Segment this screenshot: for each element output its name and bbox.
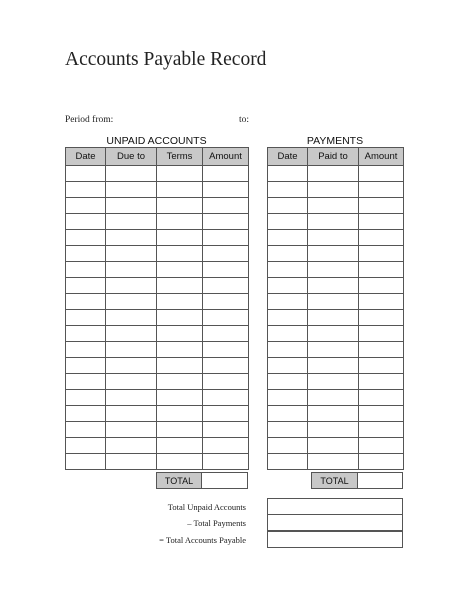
document-title: Accounts Payable Record [65,49,267,70]
payments-title: PAYMENTS [306,135,364,147]
unpaid-col-date: Date [66,148,106,166]
total-payments-field[interactable] [267,514,403,531]
unpaid-accounts-row [66,198,249,214]
unpaid-accounts-cell[interactable] [157,246,203,262]
payments-cell[interactable] [359,310,404,326]
unpaid-accounts-cell[interactable] [157,166,203,182]
payments-cell[interactable] [268,342,308,358]
unpaid-accounts-cell[interactable] [203,246,249,262]
payments-cell[interactable] [268,230,308,246]
unpaid-accounts-row [66,166,249,182]
unpaid-accounts-row [66,358,249,374]
payments-cell[interactable] [268,182,308,198]
unpaid-accounts-cell[interactable] [106,374,157,390]
unpaid-accounts-cell[interactable] [157,262,203,278]
payments-cell[interactable] [359,262,404,278]
unpaid-accounts-cell[interactable] [106,390,157,406]
unpaid-accounts-cell[interactable] [157,422,203,438]
payments-col-amount: Amount [359,148,404,166]
unpaid-accounts-row [66,438,249,454]
payments-cell[interactable] [359,230,404,246]
unpaid-accounts-cell[interactable] [106,294,157,310]
payments-cell[interactable] [359,358,404,374]
unpaid-col-amount: Amount [203,148,249,166]
payments-row [268,358,404,374]
unpaid-accounts-row [66,390,249,406]
unpaid-accounts-cell[interactable] [66,214,106,230]
unpaid-accounts-row [66,262,249,278]
payments-cell[interactable] [268,198,308,214]
unpaid-accounts-cell[interactable] [66,198,106,214]
unpaid-accounts-row [66,342,249,358]
unpaid-accounts-cell[interactable] [66,262,106,278]
payments-cell[interactable] [268,326,308,342]
unpaid-accounts-row [66,422,249,438]
payments-cell[interactable] [359,294,404,310]
period-to-label: to: [239,115,250,125]
unpaid-accounts-row [66,230,249,246]
unpaid-accounts-cell[interactable] [203,326,249,342]
payments-cell[interactable] [359,422,404,438]
unpaid-accounts-cell[interactable] [203,422,249,438]
payments-row [268,422,404,438]
unpaid-accounts-cell[interactable] [106,326,157,342]
unpaid-accounts-cell[interactable] [203,214,249,230]
unpaid-accounts-row [66,374,249,390]
payments-cell[interactable] [268,294,308,310]
total-payable-label: = Total Accounts Payable [159,535,246,545]
unpaid-accounts-cell[interactable] [66,294,106,310]
unpaid-accounts-row [66,246,249,262]
unpaid-accounts-table [65,147,249,470]
payments-cell[interactable] [268,278,308,294]
total-unpaid-label: Total Unpaid Accounts [167,502,246,512]
payments-table [267,147,404,470]
unpaid-accounts-cell[interactable] [203,310,249,326]
payments-row [268,246,404,262]
unpaid-accounts-cell[interactable] [106,438,157,454]
unpaid-accounts-row [66,278,249,294]
payments-cell[interactable] [268,390,308,406]
unpaid-accounts-cell[interactable] [157,294,203,310]
payments-cell[interactable] [359,278,404,294]
unpaid-accounts-cell[interactable] [157,374,203,390]
unpaid-accounts-cell[interactable] [106,422,157,438]
payments-row [268,230,404,246]
payments-cell[interactable] [359,326,404,342]
payments-cell[interactable] [268,310,308,326]
unpaid-accounts-cell[interactable] [203,182,249,198]
unpaid-accounts-cell[interactable] [66,246,106,262]
unpaid-accounts-cell[interactable] [203,390,249,406]
unpaid-header-row [66,148,249,166]
unpaid-accounts-cell[interactable] [203,230,249,246]
payments-row [268,438,404,454]
unpaid-accounts-cell[interactable] [66,310,106,326]
period-from-label: Period from: [65,115,114,125]
payments-row [268,198,404,214]
unpaid-accounts-cell[interactable] [106,406,157,422]
payments-cell[interactable] [308,438,359,454]
payments-cell[interactable] [359,374,404,390]
unpaid-accounts-cell[interactable] [66,422,106,438]
unpaid-accounts-cell[interactable] [203,454,249,470]
payments-row [268,390,404,406]
unpaid-accounts-cell[interactable] [66,406,106,422]
payments-header-row [268,148,404,166]
payments-cell[interactable] [268,406,308,422]
unpaid-accounts-cell[interactable] [66,454,106,470]
payments-row [268,310,404,326]
payments-cell[interactable] [359,406,404,422]
unpaid-accounts-cell[interactable] [106,310,157,326]
payments-cell[interactable] [359,182,404,198]
payments-cell[interactable] [268,358,308,374]
payments-col-date: Date [268,148,308,166]
payments-cell[interactable] [308,278,359,294]
unpaid-accounts-cell[interactable] [203,406,249,422]
unpaid-accounts-cell[interactable] [157,342,203,358]
payments-cell[interactable] [308,342,359,358]
total-payments-label: – Total Payments [187,518,246,528]
unpaid-accounts-cell[interactable] [106,182,157,198]
payments-cell[interactable] [308,390,359,406]
unpaid-accounts-cell[interactable] [66,358,106,374]
unpaid-accounts-cell[interactable] [203,262,249,278]
unpaid-accounts-cell[interactable] [203,198,249,214]
unpaid-accounts-cell[interactable] [157,390,203,406]
unpaid-accounts-cell[interactable] [66,342,106,358]
unpaid-total-label: TOTAL [156,472,202,489]
payments-cell[interactable] [359,438,404,454]
payments-cell[interactable] [308,214,359,230]
payments-cell[interactable] [359,198,404,214]
payments-row [268,182,404,198]
payments-row [268,342,404,358]
unpaid-accounts-cell[interactable] [203,166,249,182]
payments-cell[interactable] [268,262,308,278]
total-payable-field[interactable] [267,531,403,548]
payments-row [268,166,404,182]
payments-cell[interactable] [359,342,404,358]
payments-row [268,278,404,294]
payments-row [268,294,404,310]
payments-total-label: TOTAL [311,472,358,489]
unpaid-accounts-cell[interactable] [157,326,203,342]
payments-cell[interactable] [308,182,359,198]
unpaid-accounts-cell[interactable] [66,438,106,454]
payments-cell[interactable] [268,214,308,230]
unpaid-accounts-cell[interactable] [157,198,203,214]
unpaid-accounts-cell[interactable] [157,438,203,454]
unpaid-accounts-cell[interactable] [157,230,203,246]
unpaid-accounts-row [66,310,249,326]
payments-cell[interactable] [359,166,404,182]
unpaid-accounts-cell[interactable] [157,310,203,326]
unpaid-accounts-cell[interactable] [157,214,203,230]
payments-total-field[interactable] [357,472,403,489]
payments-cell[interactable] [268,246,308,262]
payments-cell[interactable] [308,310,359,326]
payments-row [268,214,404,230]
payments-cell[interactable] [359,390,404,406]
payments-cell[interactable] [308,166,359,182]
unpaid-total-field[interactable] [201,472,248,489]
payments-row [268,262,404,278]
payments-cell[interactable] [268,166,308,182]
unpaid-accounts-cell[interactable] [66,230,106,246]
payments-row [268,454,404,470]
payments-cell[interactable] [308,262,359,278]
unpaid-accounts-cell[interactable] [106,246,157,262]
payments-cell[interactable] [308,454,359,470]
payments-cell[interactable] [268,454,308,470]
payments-cell[interactable] [308,326,359,342]
payments-cell[interactable] [268,422,308,438]
unpaid-accounts-cell[interactable] [203,358,249,374]
unpaid-accounts-cell[interactable] [203,438,249,454]
payments-cell[interactable] [308,230,359,246]
unpaid-accounts-cell[interactable] [66,374,106,390]
unpaid-accounts-cell[interactable] [66,166,106,182]
unpaid-accounts-cell[interactable] [106,278,157,294]
unpaid-accounts-cell[interactable] [106,214,157,230]
unpaid-accounts-cell[interactable] [157,278,203,294]
unpaid-col-due-to: Due to [106,148,157,166]
payments-cell[interactable] [359,246,404,262]
unpaid-accounts-row [66,406,249,422]
payments-cell[interactable] [308,198,359,214]
payments-col-paid-to: Paid to [308,148,359,166]
unpaid-accounts-row [66,182,249,198]
unpaid-accounts-cell[interactable] [203,374,249,390]
payments-cell[interactable] [268,438,308,454]
payments-row [268,406,404,422]
payments-cell[interactable] [308,374,359,390]
unpaid-accounts-cell[interactable] [157,406,203,422]
unpaid-accounts-cell[interactable] [66,182,106,198]
total-unpaid-field[interactable] [267,498,403,515]
payments-cell[interactable] [308,294,359,310]
unpaid-accounts-cell[interactable] [106,198,157,214]
payments-cell[interactable] [308,406,359,422]
unpaid-accounts-cell[interactable] [157,182,203,198]
unpaid-accounts-row [66,454,249,470]
unpaid-col-terms: Terms [157,148,203,166]
unpaid-accounts-cell[interactable] [66,278,106,294]
unpaid-accounts-cell[interactable] [106,262,157,278]
unpaid-accounts-row [66,214,249,230]
unpaid-accounts-row [66,294,249,310]
payments-cell[interactable] [268,374,308,390]
unpaid-accounts-cell[interactable] [157,454,203,470]
payments-cell[interactable] [359,454,404,470]
unpaid-accounts-cell[interactable] [203,294,249,310]
payments-cell[interactable] [308,246,359,262]
payments-cell[interactable] [359,214,404,230]
unpaid-accounts-cell[interactable] [106,166,157,182]
unpaid-accounts-cell[interactable] [66,326,106,342]
payments-cell[interactable] [308,358,359,374]
unpaid-accounts-cell[interactable] [203,342,249,358]
unpaid-accounts-cell[interactable] [203,278,249,294]
unpaid-accounts-cell[interactable] [157,358,203,374]
unpaid-accounts-cell[interactable] [106,454,157,470]
payments-cell[interactable] [308,422,359,438]
unpaid-accounts-cell[interactable] [106,230,157,246]
payments-row [268,374,404,390]
payments-row [268,326,404,342]
unpaid-accounts-cell[interactable] [66,390,106,406]
unpaid-accounts-cell[interactable] [106,342,157,358]
unpaid-accounts-row [66,326,249,342]
unpaid-accounts-title: UNPAID ACCOUNTS [106,135,207,147]
unpaid-accounts-cell[interactable] [106,358,157,374]
